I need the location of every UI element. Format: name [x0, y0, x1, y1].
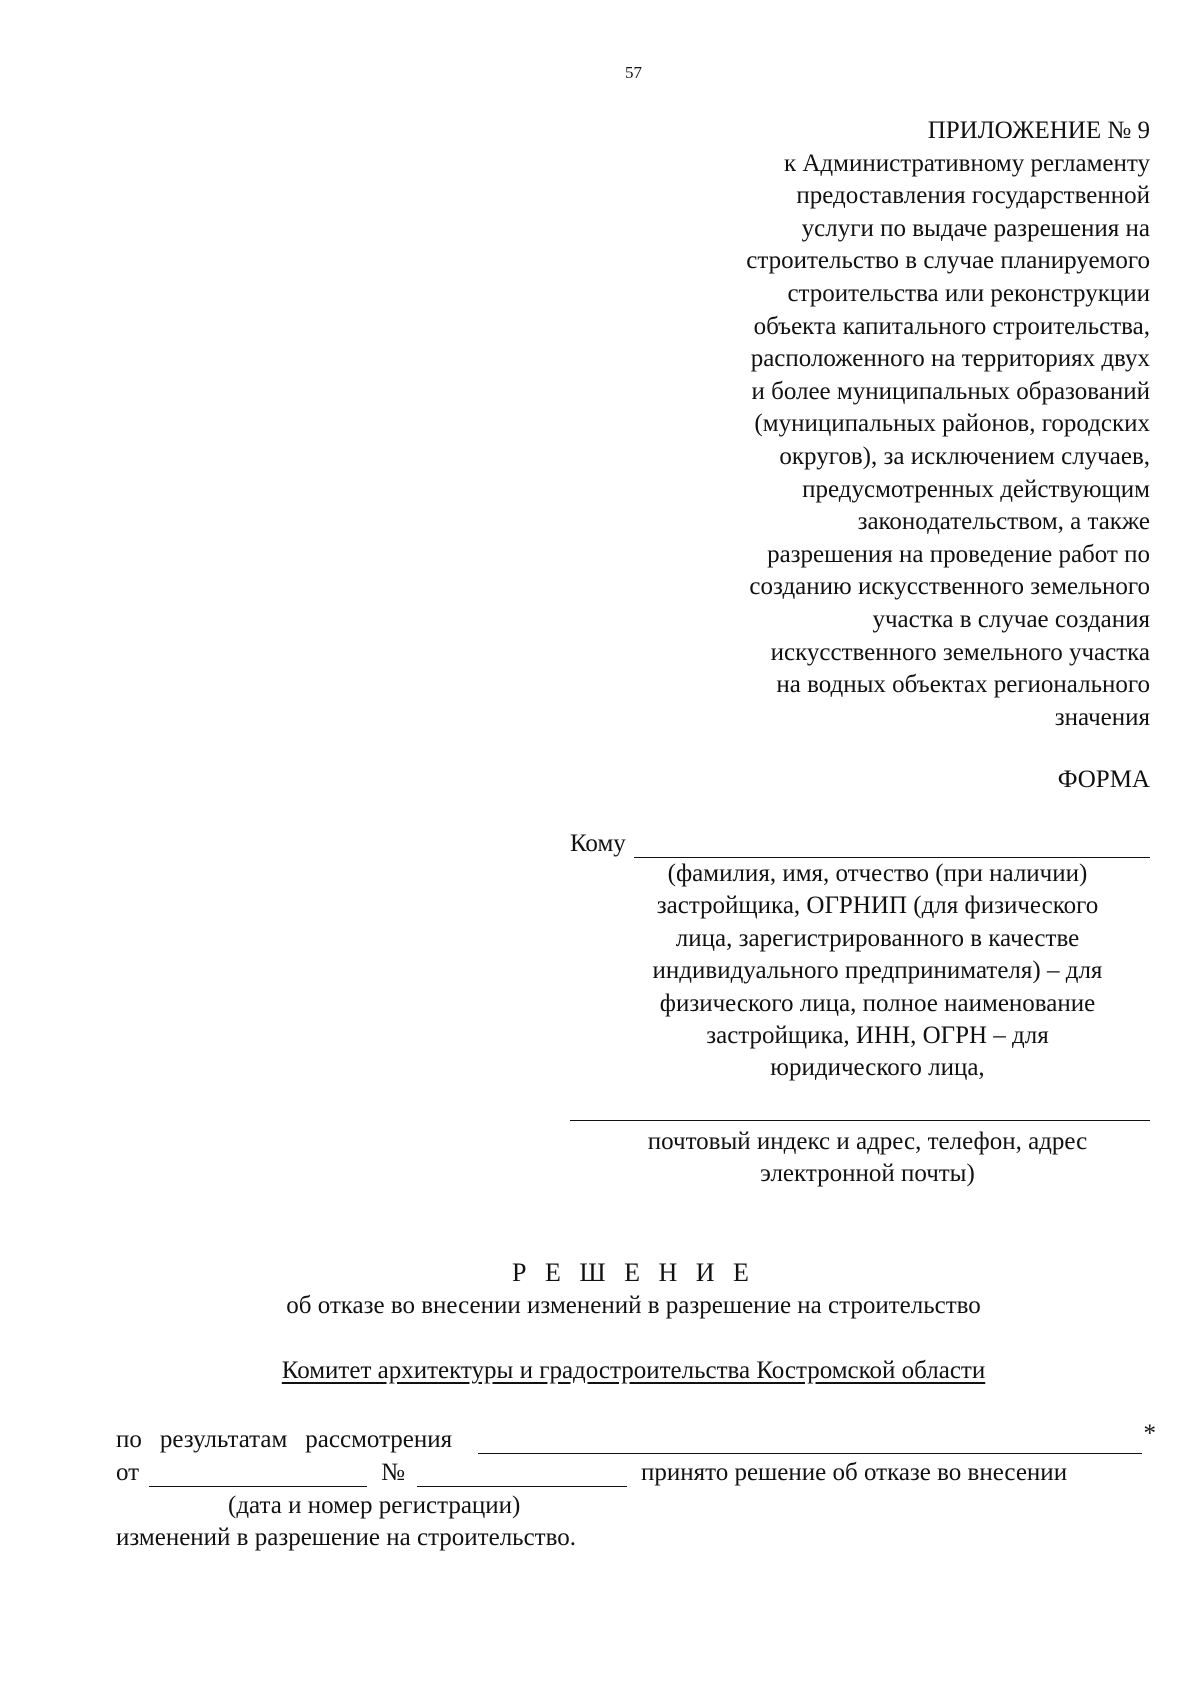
- appendix-line: объекта капитального строительства,: [753, 312, 1150, 340]
- recipient-hint-line: юридического лица,: [770, 1054, 985, 1082]
- decision-title: Р Е Ш Е Н И Е: [512, 1258, 755, 1287]
- appendix-line: на водных объектах регионального: [776, 671, 1150, 699]
- appendix-line: ПРИЛОЖЕНИЕ № 9: [927, 117, 1150, 144]
- appendix-line: созданию искусственного земельного: [749, 573, 1150, 601]
- body-row-1: [116, 1420, 1156, 1454]
- body-word: результатам: [159, 1426, 288, 1453]
- decision-text: принято решение об отказе во внесении: [640, 1459, 1068, 1486]
- decision-subtitle: об отказе во внесении изменений в разрешение на строительство: [286, 1292, 981, 1319]
- number-sign: №: [381, 1459, 405, 1486]
- appendix-line: строительства или реконструкции: [787, 279, 1150, 307]
- appendix-line: и более муниципальных образований: [751, 377, 1150, 405]
- recipient-hint-line: лица, зарегистрированного в качестве: [675, 924, 1080, 952]
- from-label: от: [116, 1459, 140, 1486]
- appendix-line: округов), за исключением случаев,: [779, 442, 1150, 470]
- body-row-2: [116, 1459, 1156, 1487]
- recipient-blank[interactable]: [634, 831, 1150, 858]
- appendix-line: услуги по выдаче разрешения на: [801, 214, 1150, 242]
- form-label: ФОРМА: [1057, 766, 1150, 793]
- date-number-hint: (дата и номер регистрации): [228, 1492, 521, 1519]
- address-hint-line: электронной почты): [760, 1160, 975, 1188]
- page-number: 57: [625, 63, 642, 82]
- appendix-line: разрешения на проведение работ по: [767, 540, 1150, 568]
- body-word: рассмотрения: [305, 1426, 453, 1453]
- body-row-4: изменений в разрешение на строительство.: [116, 1524, 576, 1551]
- address-blank[interactable]: [570, 1120, 1150, 1121]
- body-word: по: [116, 1426, 142, 1453]
- komu-row: [570, 826, 1150, 858]
- authority-name: [0, 1357, 1200, 1385]
- appendix-line: участка в случае создания: [872, 605, 1150, 633]
- recipient-hint-line: физического лица, полное наименование: [659, 989, 1096, 1017]
- address-hint-line: почтовый индекс и адрес, телефон, адрес: [647, 1128, 1088, 1155]
- recipient-hint-line: застройщика, ОГРНИП (для физического: [656, 892, 1099, 920]
- recipient-hint-line: застройщика, ИНН, ОГРН – для: [706, 1022, 1049, 1050]
- recipient-hint-line: (фамилия, имя, отчество (при наличии): [667, 860, 1088, 887]
- appendix-line: строительство в случае планируемого: [746, 247, 1150, 275]
- recipient-hint-line: индивидуального предпринимателя) – для: [652, 957, 1103, 985]
- footnote-star: *: [1143, 1420, 1156, 1447]
- appendix-line: (муниципальных районов, городских: [754, 410, 1150, 438]
- komu-label: Кому: [570, 830, 626, 857]
- appendix-line: расположенного на территориях двух: [750, 345, 1150, 373]
- authority-name-text: Комитет архитектуры и градостроительства Костромской области: [281, 1357, 986, 1384]
- date-blank[interactable]: [149, 1462, 367, 1487]
- appendix-line: искусственного земельного участка: [770, 638, 1150, 666]
- addressee-block: [570, 826, 1150, 1085]
- appendix-line: значения: [1054, 703, 1150, 731]
- appendix-line: к Административному регламенту: [783, 149, 1150, 177]
- recipient-hint: [620, 858, 1135, 1085]
- appendix-header: [610, 115, 1150, 734]
- address-hint: [610, 1126, 1125, 1191]
- review-subject-blank[interactable]: [478, 1429, 1141, 1454]
- appendix-line: законодательством, а также: [857, 508, 1150, 536]
- appendix-line: предоставления государственной: [796, 182, 1150, 210]
- reg-number-blank[interactable]: [417, 1462, 627, 1487]
- appendix-line: предусмотренных действующим: [802, 475, 1150, 503]
